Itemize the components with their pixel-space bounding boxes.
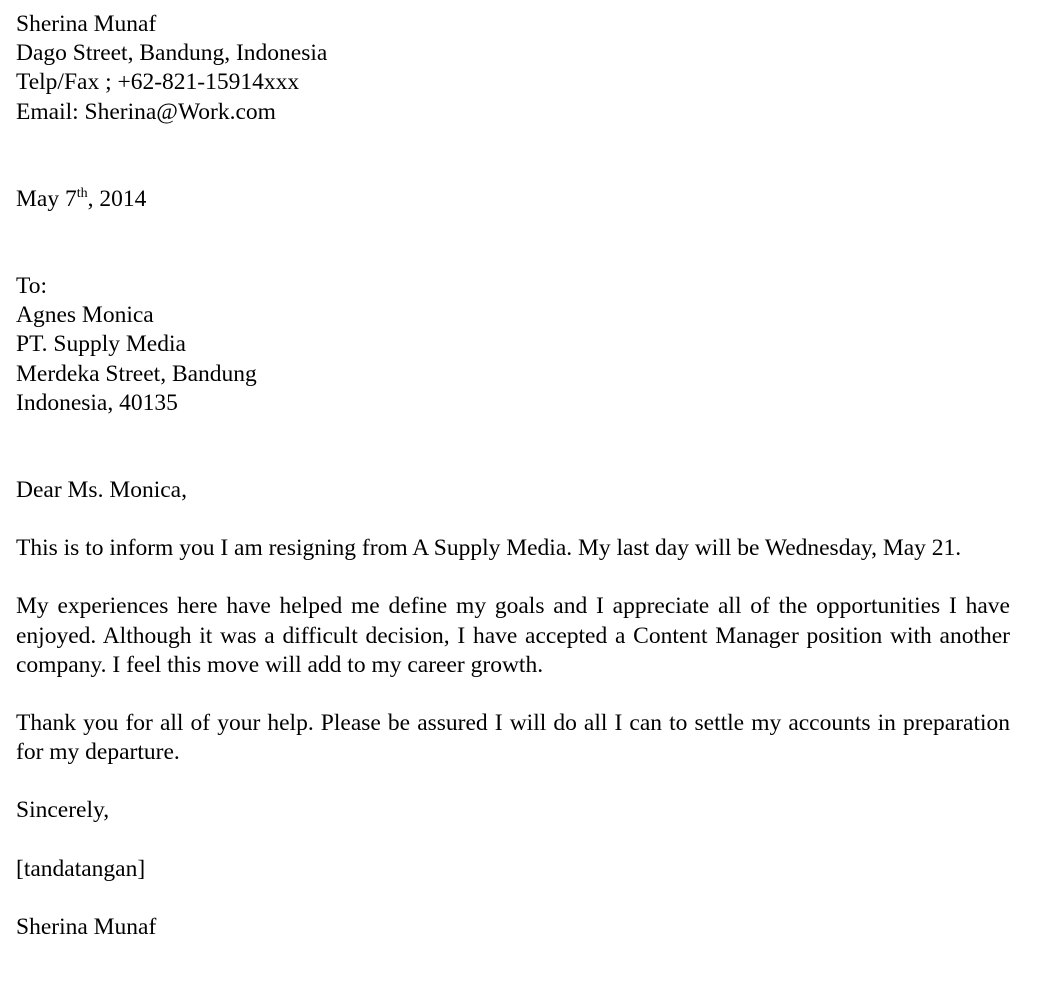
signer-name: Sherina Munaf <box>16 913 157 940</box>
body-paragraph-1: This is to inform you I am resigning from A Supply Media. My last day will be Wednesday, May 21. <box>16 535 962 562</box>
recipient-name: Agnes Monica <box>16 302 154 329</box>
date-month-day: May 7 <box>16 185 77 212</box>
closing: Sincerely, <box>16 797 110 824</box>
recipient-label: To: <box>16 273 47 300</box>
date-line <box>16 185 1010 214</box>
recipient-country-zip: Indonesia, 40135 <box>16 389 178 416</box>
body-paragraph-3: Thank you for all of your help. Please be assured I will do all I can to settle my accounts in preparation for my departure. <box>16 710 1010 766</box>
sender-email: Email: Sherina@Work.com <box>16 98 276 125</box>
sender-phone: Telp/Fax ; +62-821-15914xxx <box>16 69 300 96</box>
date-year: , 2014 <box>87 185 147 212</box>
sender-address: Dago Street, Bandung, Indonesia <box>16 40 328 67</box>
body-paragraph-2: My experiences here have helped me define my goals and I appreciate all of the opportunities I have enjoyed. Although it was a difficult decision, I have accepted a Content Manager position with another company. I feel this move will add to my career growth. <box>16 593 1010 678</box>
date-ordinal-suffix: th <box>76 185 88 201</box>
recipient-street: Merdeka Street, Bandung <box>16 360 257 387</box>
sender-block <box>16 10 1010 127</box>
recipient-block <box>16 272 1010 418</box>
letter-date <box>16 185 1010 214</box>
recipient-company: PT. Supply Media <box>16 331 186 358</box>
salutation: Dear Ms. Monica, <box>16 477 187 504</box>
signature-placeholder: [tandatangan] <box>16 855 146 882</box>
sender-name: Sherina Munaf <box>16 11 157 37</box>
